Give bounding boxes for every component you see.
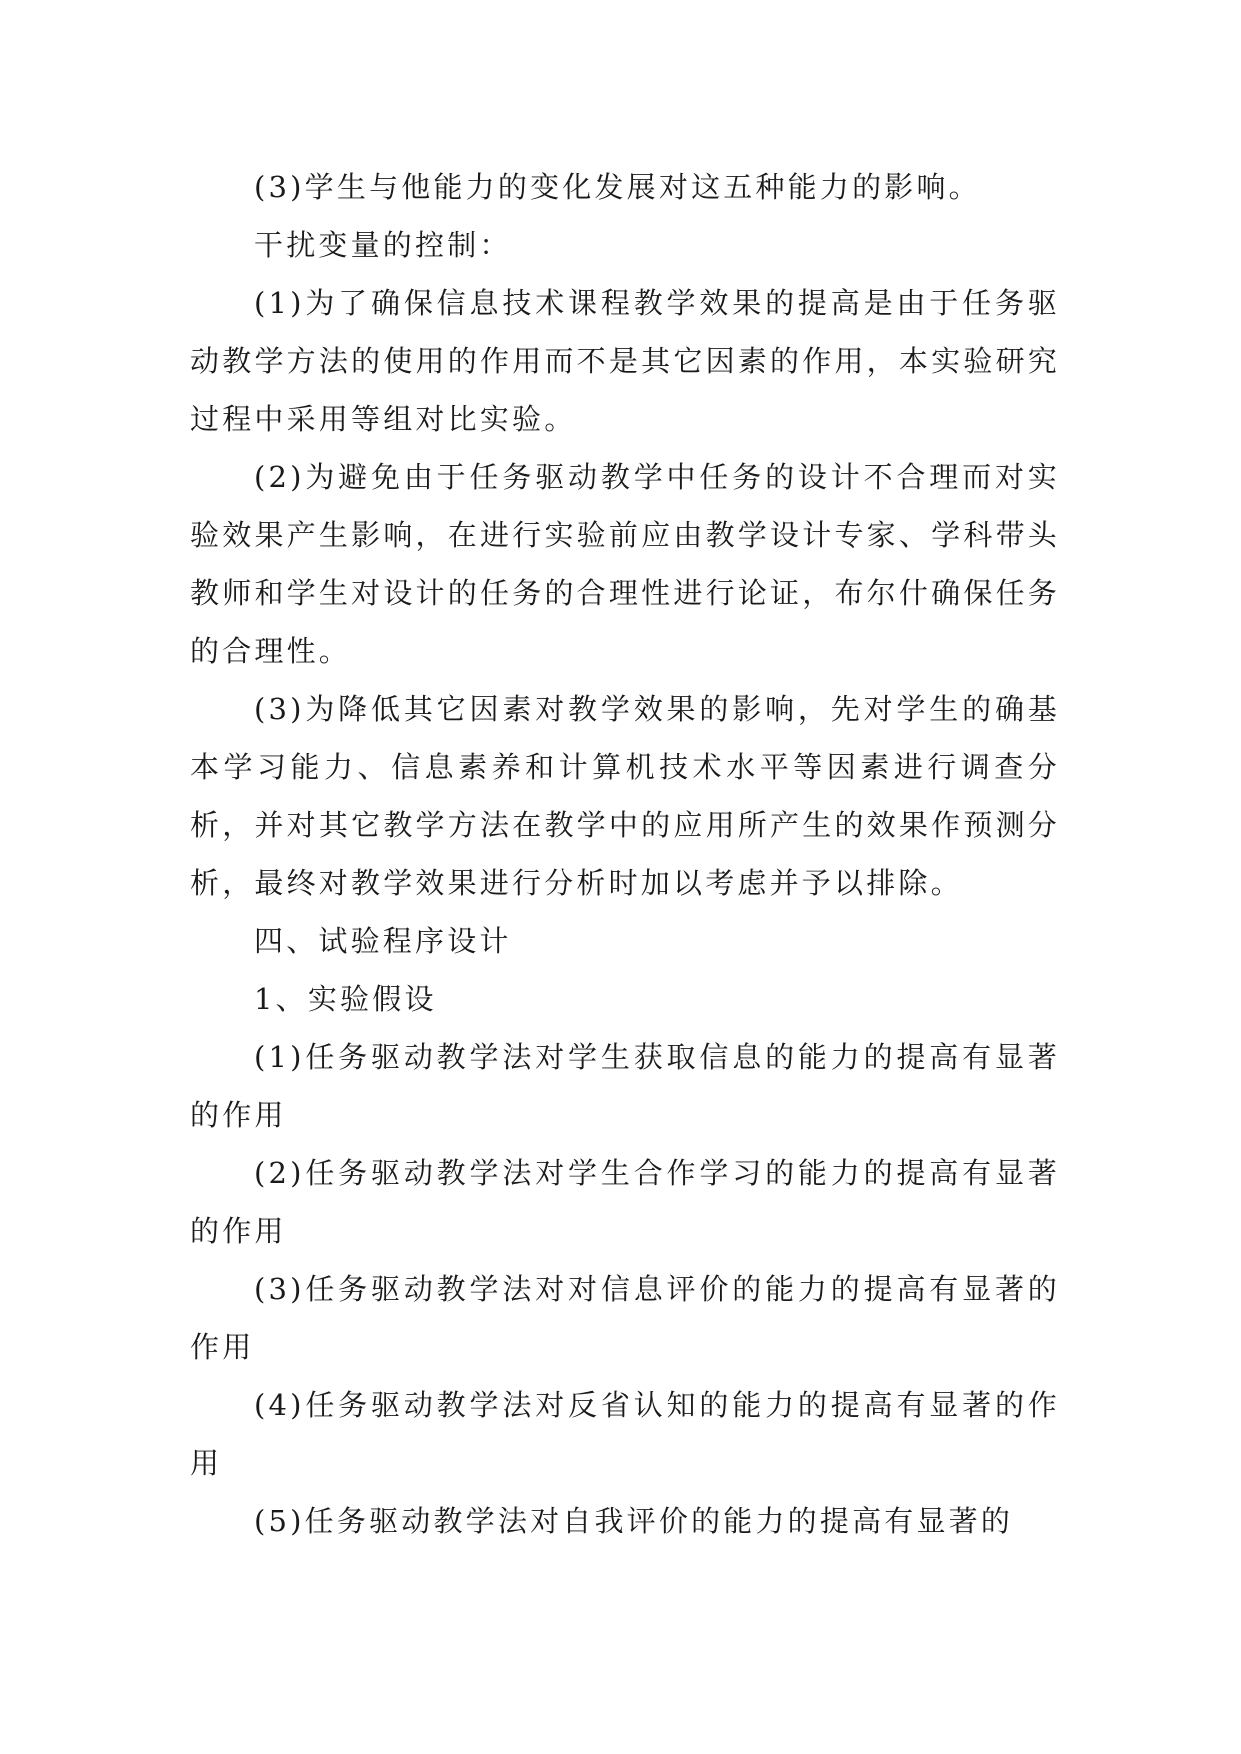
- paragraph-interference-control-heading: 干扰变量的控制：: [254, 228, 512, 262]
- paragraph-control-2: (2)为避免由于任务驱动教学中任务的设计不合理而对实验效果产生影响，在进行实验前应由教学设计专家、学科带头教师和学生对设计的任务的合理性进行论证，布尔什确保任务的合理性。: [190, 460, 1060, 668]
- document-body: [190, 158, 1060, 1550]
- section-heading-procedure: 四、试验程序设计: [254, 924, 512, 958]
- hypothesis-5: (5)任务驱动教学法对自我评价的能力的提高有显著的: [254, 1504, 1014, 1538]
- paragraph-control-1: (1)为了确保信息技术课程教学效果的提高是由于任务驱动教学方法的使用的作用而不是其它因素的作用，本实验研究过程中采用等组对比实验。: [190, 286, 1060, 436]
- hypothesis-3: (3)任务驱动教学法对对信息评价的能力的提高有显著的作用: [190, 1272, 1060, 1364]
- hypothesis-1: (1)任务驱动教学法对学生获取信息的能力的提高有显著的作用: [190, 1040, 1060, 1132]
- hypothesis-4: (4)任务驱动教学法对反省认知的能力的提高有显著的作用: [190, 1388, 1060, 1480]
- paragraph-control-3: (3)为降低其它因素对教学效果的影响，先对学生的确基本学习能力、信息素养和计算机技术水平等因素进行调查分析，并对其它教学方法在教学中的应用所产生的效果作预测分析，最终对教学效果进行分析时加以考虑并予以排除。: [190, 692, 1060, 900]
- hypothesis-2: (2)任务驱动教学法对学生合作学习的能力的提高有显著的作用: [190, 1156, 1060, 1248]
- paragraph-student-ability-effect: (3)学生与他能力的变化发展对这五种能力的影响。: [254, 170, 981, 204]
- subsection-heading-hypothesis: 1、实验假设: [254, 982, 437, 1016]
